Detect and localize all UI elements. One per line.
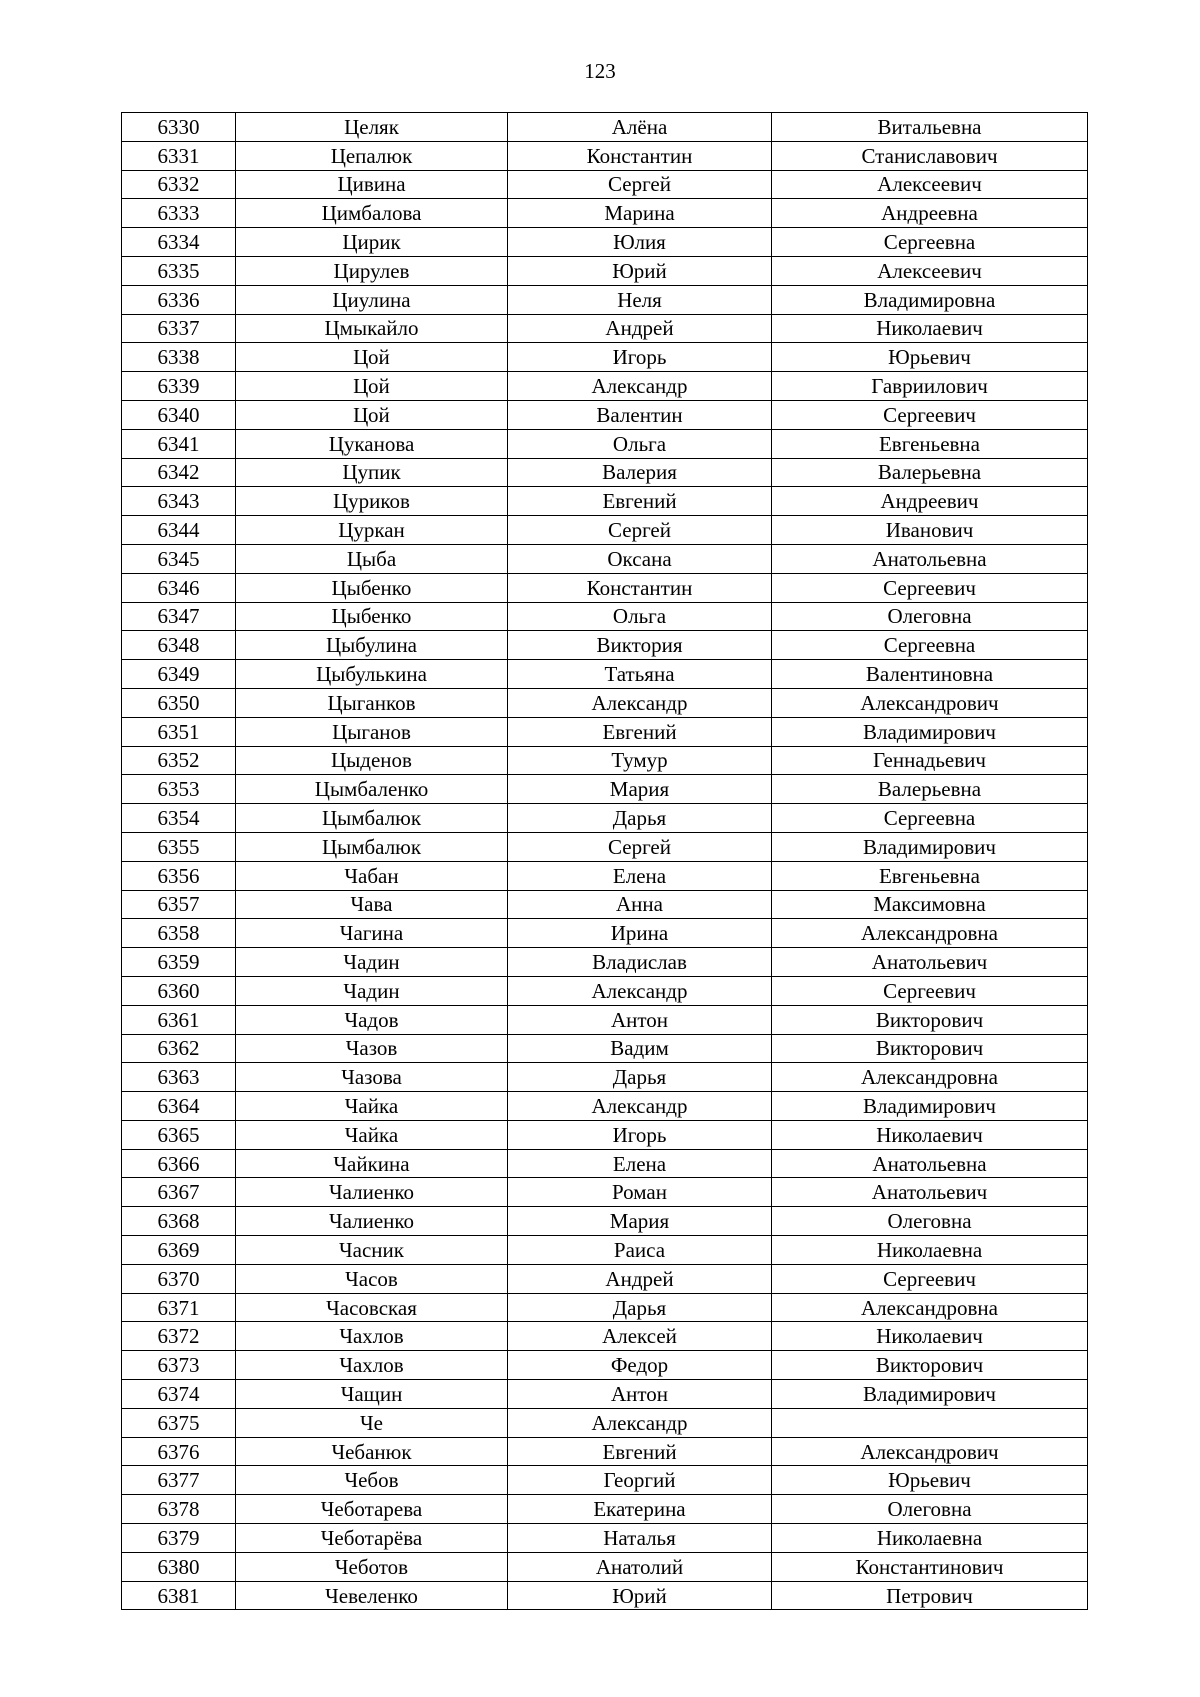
roster-table-body <box>122 113 1088 1610</box>
table-row <box>122 1408 1088 1437</box>
last-name-cell: Чеботарёва <box>236 1524 508 1553</box>
table-row <box>122 1264 1088 1293</box>
first-name-cell: Андрей <box>508 314 772 343</box>
row-number-cell: 6355 <box>122 832 236 861</box>
patronymic-cell: Анатольевна <box>772 544 1088 573</box>
patronymic-cell: Анатольевич <box>772 1178 1088 1207</box>
row-number-cell: 6351 <box>122 717 236 746</box>
first-name-cell: Мария <box>508 1207 772 1236</box>
last-name-cell: Чебов <box>236 1466 508 1495</box>
table-row <box>122 1552 1088 1581</box>
table-row <box>122 1092 1088 1121</box>
first-name-cell: Юлия <box>508 228 772 257</box>
first-name-cell: Евгений <box>508 1437 772 1466</box>
first-name-cell: Вадим <box>508 1034 772 1063</box>
patronymic-cell: Александрович <box>772 1437 1088 1466</box>
first-name-cell: Анатолий <box>508 1552 772 1581</box>
first-name-cell: Александр <box>508 372 772 401</box>
table-row <box>122 602 1088 631</box>
last-name-cell: Чазова <box>236 1063 508 1092</box>
last-name-cell: Чайка <box>236 1120 508 1149</box>
row-number-cell: 6348 <box>122 631 236 660</box>
first-name-cell: Алексей <box>508 1322 772 1351</box>
table-row <box>122 1293 1088 1322</box>
first-name-cell: Ольга <box>508 602 772 631</box>
first-name-cell: Юрий <box>508 256 772 285</box>
row-number-cell: 6367 <box>122 1178 236 1207</box>
first-name-cell: Елена <box>508 1149 772 1178</box>
table-row <box>122 1236 1088 1265</box>
last-name-cell: Цимбалова <box>236 199 508 228</box>
row-number-cell: 6381 <box>122 1581 236 1610</box>
row-number-cell: 6352 <box>122 746 236 775</box>
first-name-cell: Игорь <box>508 1120 772 1149</box>
patronymic-cell: Николаевна <box>772 1524 1088 1553</box>
table-row <box>122 1322 1088 1351</box>
first-name-cell: Александр <box>508 1408 772 1437</box>
patronymic-cell: Станиславович <box>772 141 1088 170</box>
last-name-cell: Цыбулькина <box>236 660 508 689</box>
first-name-cell: Евгений <box>508 487 772 516</box>
row-number-cell: 6365 <box>122 1120 236 1149</box>
patronymic-cell: Петрович <box>772 1581 1088 1610</box>
row-number-cell: 6332 <box>122 170 236 199</box>
table-row <box>122 170 1088 199</box>
row-number-cell: 6336 <box>122 285 236 314</box>
patronymic-cell: Иванович <box>772 516 1088 545</box>
table-row <box>122 1380 1088 1409</box>
table-row <box>122 343 1088 372</box>
first-name-cell: Евгений <box>508 717 772 746</box>
last-name-cell: Чебанюк <box>236 1437 508 1466</box>
patronymic-cell: Владимирович <box>772 1092 1088 1121</box>
patronymic-cell: Викторович <box>772 1005 1088 1034</box>
row-number-cell: 6339 <box>122 372 236 401</box>
last-name-cell: Чеботов <box>236 1552 508 1581</box>
patronymic-cell: Витальевна <box>772 113 1088 142</box>
first-name-cell: Ирина <box>508 919 772 948</box>
row-number-cell: 6358 <box>122 919 236 948</box>
table-row <box>122 890 1088 919</box>
patronymic-cell: Сергеевич <box>772 1264 1088 1293</box>
patronymic-cell: Сергеевич <box>772 976 1088 1005</box>
first-name-cell: Марина <box>508 199 772 228</box>
patronymic-cell: Викторович <box>772 1351 1088 1380</box>
patronymic-cell: Валерьевна <box>772 775 1088 804</box>
row-number-cell: 6375 <box>122 1408 236 1437</box>
first-name-cell: Георгий <box>508 1466 772 1495</box>
last-name-cell: Цуканова <box>236 429 508 458</box>
row-number-cell: 6376 <box>122 1437 236 1466</box>
patronymic-cell: Анатольевна <box>772 1149 1088 1178</box>
first-name-cell: Андрей <box>508 1264 772 1293</box>
patronymic-cell: Валентиновна <box>772 660 1088 689</box>
last-name-cell: Чадов <box>236 1005 508 1034</box>
row-number-cell: 6364 <box>122 1092 236 1121</box>
row-number-cell: 6353 <box>122 775 236 804</box>
roster-table <box>121 112 1088 1610</box>
row-number-cell: 6335 <box>122 256 236 285</box>
last-name-cell: Цой <box>236 400 508 429</box>
first-name-cell: Оксана <box>508 544 772 573</box>
patronymic-cell: Олеговна <box>772 1495 1088 1524</box>
first-name-cell: Алёна <box>508 113 772 142</box>
table-row <box>122 746 1088 775</box>
row-number-cell: 6331 <box>122 141 236 170</box>
table-row <box>122 717 1088 746</box>
last-name-cell: Чайкина <box>236 1149 508 1178</box>
patronymic-cell: Владимирович <box>772 717 1088 746</box>
last-name-cell: Цыденов <box>236 746 508 775</box>
table-row <box>122 573 1088 602</box>
table-row <box>122 804 1088 833</box>
table-row <box>122 688 1088 717</box>
row-number-cell: 6349 <box>122 660 236 689</box>
first-name-cell: Сергей <box>508 516 772 545</box>
first-name-cell: Дарья <box>508 1293 772 1322</box>
table-row <box>122 1120 1088 1149</box>
patronymic-cell: Александрович <box>772 688 1088 717</box>
patronymic-cell: Сергеевна <box>772 631 1088 660</box>
patronymic-cell: Викторович <box>772 1034 1088 1063</box>
first-name-cell: Владислав <box>508 948 772 977</box>
patronymic-cell: Валерьевна <box>772 458 1088 487</box>
row-number-cell: 6370 <box>122 1264 236 1293</box>
last-name-cell: Цыганков <box>236 688 508 717</box>
last-name-cell: Цирулев <box>236 256 508 285</box>
table-row <box>122 631 1088 660</box>
row-number-cell: 6362 <box>122 1034 236 1063</box>
row-number-cell: 6342 <box>122 458 236 487</box>
last-name-cell: Целяк <box>236 113 508 142</box>
first-name-cell: Татьяна <box>508 660 772 689</box>
row-number-cell: 6361 <box>122 1005 236 1034</box>
last-name-cell: Циулина <box>236 285 508 314</box>
patronymic-cell: Юрьевич <box>772 343 1088 372</box>
table-row <box>122 1207 1088 1236</box>
table-row <box>122 372 1088 401</box>
row-number-cell: 6357 <box>122 890 236 919</box>
last-name-cell: Цыбенко <box>236 602 508 631</box>
first-name-cell: Мария <box>508 775 772 804</box>
first-name-cell: Роман <box>508 1178 772 1207</box>
table-row <box>122 487 1088 516</box>
last-name-cell: Часов <box>236 1264 508 1293</box>
table-row <box>122 919 1088 948</box>
patronymic-cell: Николаевна <box>772 1236 1088 1265</box>
table-row <box>122 516 1088 545</box>
table-row <box>122 113 1088 142</box>
first-name-cell: Антон <box>508 1380 772 1409</box>
patronymic-cell: Константинович <box>772 1552 1088 1581</box>
table-row <box>122 1495 1088 1524</box>
row-number-cell: 6377 <box>122 1466 236 1495</box>
first-name-cell: Валентин <box>508 400 772 429</box>
last-name-cell: Цымбалюк <box>236 832 508 861</box>
page-number: 123 <box>584 59 616 83</box>
last-name-cell: Чащин <box>236 1380 508 1409</box>
table-row <box>122 1466 1088 1495</box>
last-name-cell: Цепалюк <box>236 141 508 170</box>
first-name-cell: Александр <box>508 1092 772 1121</box>
table-row <box>122 458 1088 487</box>
last-name-cell: Чахлов <box>236 1351 508 1380</box>
row-number-cell: 6344 <box>122 516 236 545</box>
last-name-cell: Цивина <box>236 170 508 199</box>
first-name-cell: Сергей <box>508 170 772 199</box>
table-row <box>122 775 1088 804</box>
patronymic-cell: Александровна <box>772 919 1088 948</box>
table-row <box>122 1437 1088 1466</box>
first-name-cell: Неля <box>508 285 772 314</box>
last-name-cell: Че <box>236 1408 508 1437</box>
last-name-cell: Цыганов <box>236 717 508 746</box>
first-name-cell: Дарья <box>508 804 772 833</box>
table-row <box>122 544 1088 573</box>
first-name-cell: Александр <box>508 976 772 1005</box>
patronymic-cell: Александровна <box>772 1293 1088 1322</box>
last-name-cell: Цымбаленко <box>236 775 508 804</box>
table-row <box>122 660 1088 689</box>
patronymic-cell: Геннадьевич <box>772 746 1088 775</box>
table-row <box>122 285 1088 314</box>
row-number-cell: 6373 <box>122 1351 236 1380</box>
first-name-cell: Ольга <box>508 429 772 458</box>
patronymic-cell: Максимовна <box>772 890 1088 919</box>
last-name-cell: Чагина <box>236 919 508 948</box>
last-name-cell: Чеботарева <box>236 1495 508 1524</box>
patronymic-cell: Гавриилович <box>772 372 1088 401</box>
row-number-cell: 6350 <box>122 688 236 717</box>
patronymic-cell: Николаевич <box>772 1322 1088 1351</box>
patronymic-cell: Олеговна <box>772 602 1088 631</box>
patronymic-cell: Алексеевич <box>772 170 1088 199</box>
last-name-cell: Цупик <box>236 458 508 487</box>
table-row <box>122 1178 1088 1207</box>
last-name-cell: Цуриков <box>236 487 508 516</box>
row-number-cell: 6354 <box>122 804 236 833</box>
row-number-cell: 6346 <box>122 573 236 602</box>
last-name-cell: Чава <box>236 890 508 919</box>
row-number-cell: 6337 <box>122 314 236 343</box>
first-name-cell: Виктория <box>508 631 772 660</box>
table-row <box>122 314 1088 343</box>
first-name-cell: Валерия <box>508 458 772 487</box>
patronymic-cell: Евгеньевна <box>772 429 1088 458</box>
patronymic-cell: Юрьевич <box>772 1466 1088 1495</box>
table-row <box>122 1063 1088 1092</box>
row-number-cell: 6371 <box>122 1293 236 1322</box>
row-number-cell: 6343 <box>122 487 236 516</box>
first-name-cell: Анна <box>508 890 772 919</box>
table-row <box>122 141 1088 170</box>
last-name-cell: Чевеленко <box>236 1581 508 1610</box>
first-name-cell: Наталья <box>508 1524 772 1553</box>
patronymic-cell: Владимирович <box>772 1380 1088 1409</box>
patronymic-cell: Олеговна <box>772 1207 1088 1236</box>
first-name-cell: Екатерина <box>508 1495 772 1524</box>
row-number-cell: 6368 <box>122 1207 236 1236</box>
first-name-cell: Елена <box>508 861 772 890</box>
patronymic-cell: Николаевич <box>772 314 1088 343</box>
row-number-cell: 6369 <box>122 1236 236 1265</box>
table-row <box>122 400 1088 429</box>
first-name-cell: Тумур <box>508 746 772 775</box>
last-name-cell: Цуркан <box>236 516 508 545</box>
row-number-cell: 6379 <box>122 1524 236 1553</box>
table-row <box>122 948 1088 977</box>
patronymic-cell: Сергеевич <box>772 573 1088 602</box>
first-name-cell: Юрий <box>508 1581 772 1610</box>
last-name-cell: Чайка <box>236 1092 508 1121</box>
table-row <box>122 976 1088 1005</box>
row-number-cell: 6341 <box>122 429 236 458</box>
patronymic-cell: Владимирович <box>772 832 1088 861</box>
table-row <box>122 256 1088 285</box>
last-name-cell: Чадин <box>236 976 508 1005</box>
last-name-cell: Цирик <box>236 228 508 257</box>
patronymic-cell: Евгеньевна <box>772 861 1088 890</box>
last-name-cell: Цой <box>236 343 508 372</box>
row-number-cell: 6347 <box>122 602 236 631</box>
row-number-cell: 6380 <box>122 1552 236 1581</box>
last-name-cell: Чабан <box>236 861 508 890</box>
table-row <box>122 228 1088 257</box>
last-name-cell: Цой <box>236 372 508 401</box>
last-name-cell: Чалиенко <box>236 1207 508 1236</box>
table-row <box>122 429 1088 458</box>
last-name-cell: Цмыкайло <box>236 314 508 343</box>
table-row <box>122 861 1088 890</box>
row-number-cell: 6345 <box>122 544 236 573</box>
first-name-cell: Раиса <box>508 1236 772 1265</box>
last-name-cell: Чалиенко <box>236 1178 508 1207</box>
first-name-cell: Александр <box>508 688 772 717</box>
patronymic-cell: Андреевич <box>772 487 1088 516</box>
patronymic-cell: Андреевна <box>772 199 1088 228</box>
row-number-cell: 6366 <box>122 1149 236 1178</box>
table-row <box>122 1034 1088 1063</box>
row-number-cell: 6374 <box>122 1380 236 1409</box>
patronymic-cell: Александровна <box>772 1063 1088 1092</box>
patronymic-cell: Владимировна <box>772 285 1088 314</box>
patronymic-cell: Сергеевна <box>772 228 1088 257</box>
patronymic-cell: Алексеевич <box>772 256 1088 285</box>
table-row <box>122 199 1088 228</box>
last-name-cell: Чазов <box>236 1034 508 1063</box>
patronymic-cell: Сергеевич <box>772 400 1088 429</box>
first-name-cell: Дарья <box>508 1063 772 1092</box>
row-number-cell: 6356 <box>122 861 236 890</box>
patronymic-cell: Николаевич <box>772 1120 1088 1149</box>
row-number-cell: 6359 <box>122 948 236 977</box>
table-row <box>122 1524 1088 1553</box>
last-name-cell: Цыбенко <box>236 573 508 602</box>
last-name-cell: Часовская <box>236 1293 508 1322</box>
patronymic-cell <box>772 1408 1088 1437</box>
patronymic-cell: Анатольевич <box>772 948 1088 977</box>
table-row <box>122 832 1088 861</box>
first-name-cell: Константин <box>508 573 772 602</box>
first-name-cell: Игорь <box>508 343 772 372</box>
first-name-cell: Сергей <box>508 832 772 861</box>
last-name-cell: Цыбулина <box>236 631 508 660</box>
row-number-cell: 6363 <box>122 1063 236 1092</box>
table-row <box>122 1149 1088 1178</box>
row-number-cell: 6334 <box>122 228 236 257</box>
last-name-cell: Чахлов <box>236 1322 508 1351</box>
row-number-cell: 6372 <box>122 1322 236 1351</box>
first-name-cell: Антон <box>508 1005 772 1034</box>
last-name-cell: Чадин <box>236 948 508 977</box>
last-name-cell: Цыба <box>236 544 508 573</box>
row-number-cell: 6340 <box>122 400 236 429</box>
last-name-cell: Цымбалюк <box>236 804 508 833</box>
row-number-cell: 6360 <box>122 976 236 1005</box>
first-name-cell: Константин <box>508 141 772 170</box>
first-name-cell: Федор <box>508 1351 772 1380</box>
row-number-cell: 6338 <box>122 343 236 372</box>
table-row <box>122 1581 1088 1610</box>
patronymic-cell: Сергеевна <box>772 804 1088 833</box>
table-row <box>122 1351 1088 1380</box>
row-number-cell: 6330 <box>122 113 236 142</box>
row-number-cell: 6378 <box>122 1495 236 1524</box>
row-number-cell: 6333 <box>122 199 236 228</box>
last-name-cell: Часник <box>236 1236 508 1265</box>
table-row <box>122 1005 1088 1034</box>
